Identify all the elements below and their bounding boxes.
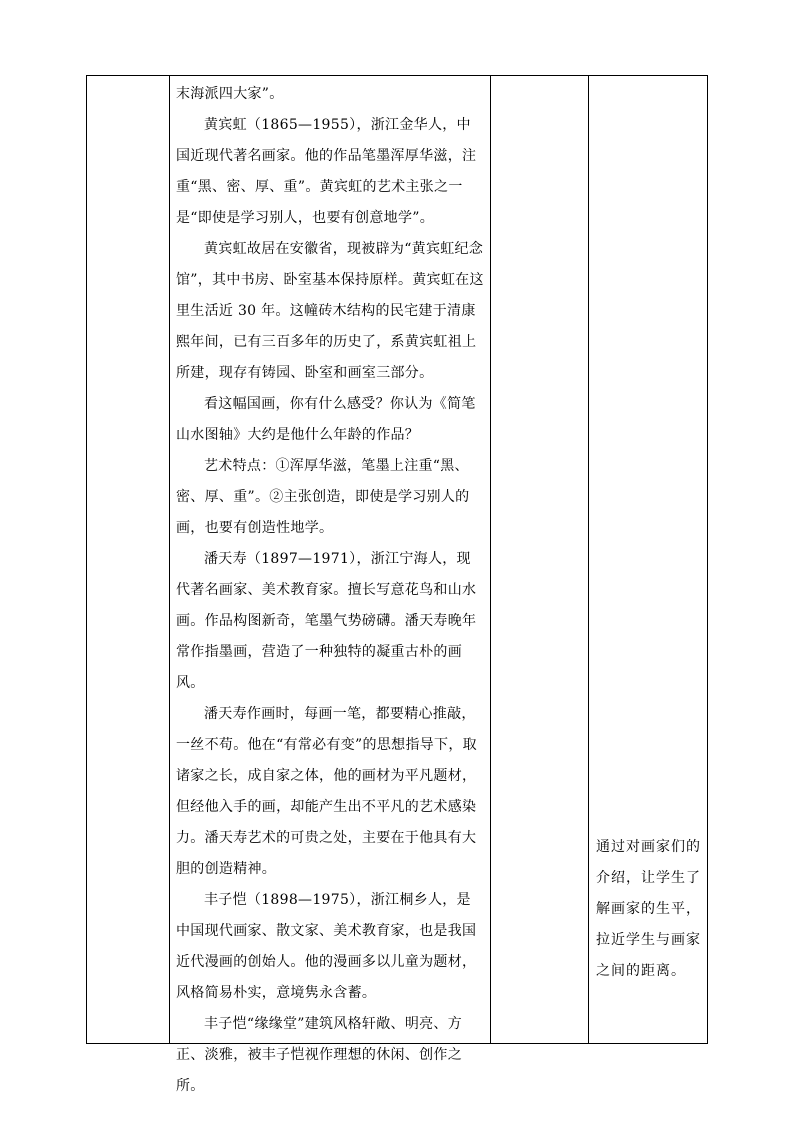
paragraph-5: 艺术特点：①浑厚华滋，笔墨上注重“黑、密、厚、重”。②主张创造，即使是学习别人的画，也要有创造性地学。 (176, 458, 470, 536)
design-intent-cell (589, 76, 708, 1044)
design-intent-paragraph: 通过对画家们的介绍，让学生了解画家的生平，拉近学生与画家之间的距离。 (596, 839, 701, 979)
paragraph-9: 丰子恺“缘缘堂”建筑风格轩敞、明亮、方正、淡雅，被丰子恺视作理想的休闲、创作之所。 (176, 1016, 463, 1094)
paragraph-7: 潘天寿作画时，每画一笔，都要精心推敲，一丝不苟。他在“有常必有变”的思想指导下，取诸家之长，成自家之体，他的画材为平凡题材，但经他入手的画，却能产生出不平凡的艺术感染力。潘天寿艺术的可贵之处，主要在于他具有大胆的创造精神。 (176, 706, 477, 877)
student-activity-cell (491, 76, 589, 1044)
teacher-activity-cell (170, 76, 491, 1094)
paragraph-3: 黄宾虹故居在安徽省，现被辟为“黄宾虹纪念馆”，其中书房、卧室基本保持原样。黄宾虹在这里生活近 30 年。这幢砖木结构的民宅建于清康熙年间，已有三百多年的历史了，系黄宾虹祖上所建，现存有铸园、卧室和画室三部分。 (176, 241, 484, 381)
paragraph-4: 看这幅国画，你有什么感受？你认为《简笔山水图轴》大约是他什么年龄的作品？ (176, 396, 476, 443)
design-intent-text (589, 76, 707, 1043)
teacher-activity-text (170, 76, 490, 1094)
table-row (87, 76, 708, 1044)
stage-cell (87, 76, 170, 1044)
paragraph-2: 黄宾虹（1865—1955），浙江金华人，中国近现代著名画家。他的作品笔墨浑厚华滋，注重“黑、密、厚、重”。黄宾虹的艺术主张之一是“即使是学习别人，也要有创意地学”。 (176, 117, 477, 226)
paragraph-1: 末海派四大家”。 (176, 86, 284, 102)
lesson-plan-table (86, 75, 708, 1094)
paragraph-8: 丰子恺（1898—1975），浙江桐乡人，是中国现代画家、散文家、美术教育家，也是我国近代漫画的创始人。他的漫画多以儿童为题材，风格简易朴实，意境隽永含蓄。 (176, 892, 477, 1001)
paragraph-6: 潘天寿（1897—1971），浙江宁海人，现代著名画家、美术教育家。擅长写意花鸟和山水画。作品构图新奇，笔墨气势磅礴。潘天寿晚年常作指墨画，营造了一种独特的凝重古朴的画风。 (176, 551, 477, 691)
